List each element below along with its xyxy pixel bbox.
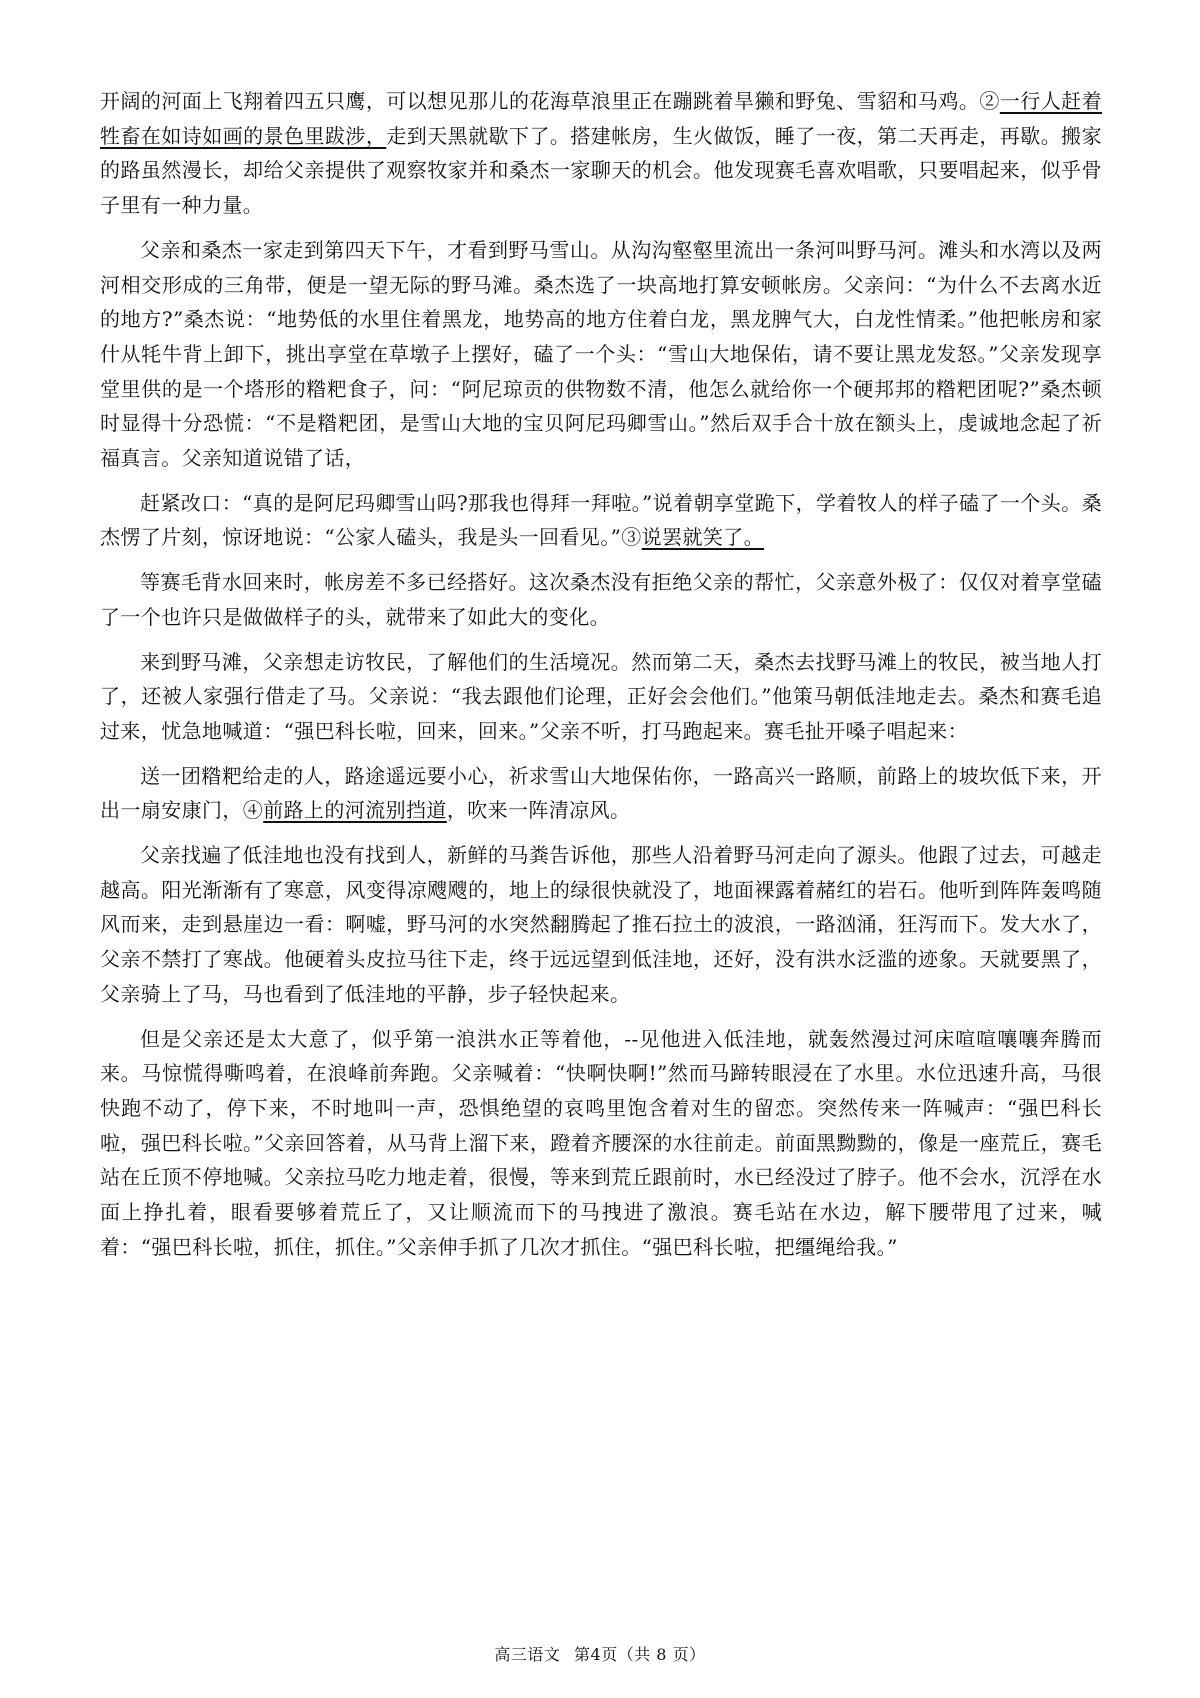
paragraph xyxy=(100,645,1102,749)
text-segment: 父亲找遍了低洼地也没有找到人，新鲜的马粪告诉他，那些人沿着野马河走向了源头。他跟了过去，可越走越高。阳光渐渐有了寒意，风变得凉飕飕的，地上的绿很快就没了，地面裸露着赭红的岩石。他听到阵阵轰鸣随风而来，走到悬崖边一看：啊嘘，野马河的水突然翻腾起了推石拉土的波浪，一路汹涌，狂泻而下。发大水了，父亲不禁打了寒战。他硬着头皮拉马往下走，终于远远望到低洼地，还好，没有洪水泛滥的迹象。天就要黑了，父亲骑上了马，马也看到了低洼地的平静，步子轻快起来。 xyxy=(100,843,1102,1006)
paragraph xyxy=(100,84,1102,223)
body-text xyxy=(100,84,1102,1275)
text-segment: ，吹来一阵清凉风。 xyxy=(446,798,631,823)
paragraph xyxy=(100,759,1102,828)
text-segment: 父亲和桑杰一家走到第四天下午，才看到野马雪山。从沟沟壑壑里流出一条河叫野马河。滩头和水湾以及两河相交形成的三角带，便是一望无际的野马滩。桑杰选了一块高地打算安顿帐房。父亲问：“为什么不去离水近的地方?”桑杰说：“地势低的水里住着黑龙，地势高的地方住着白龙，黑龙脾气大，白龙性情柔。”他把帐房和家什从牦牛背上卸下，挑出享堂在草墩子上摆好，磕了一个头：“雪山大地保佑，请不要让黑龙发怒。”父亲发现享堂里供的是一个塔形的糌粑食子，问：“阿尼琼贡的供物数不清，他怎么就给你一个硬邦邦的糌粑团呢?”桑杰顿时显得十分恐慌：“不是糌粑团，是雪山大地的宝贝阿尼玛卿雪山。”然后双手合十放在额头上，虔诚地念起了祈福真言。父亲知道说错了话， xyxy=(100,237,1102,471)
paragraph xyxy=(100,486,1102,555)
text-segment: 送一团糌粑给走的人，路途遥远要小心，祈求雪山大地保佑你，一路高兴一路顺，前路上的坡坎低下来，开出一扇安康门，④ xyxy=(100,763,1102,823)
paragraph xyxy=(100,565,1102,634)
footer-page-number: 第4页（共 8 页） xyxy=(574,1645,706,1664)
paragraph xyxy=(100,838,1102,1012)
underlined-text: 一行人赶着牲畜在如诗如画的景色里跋涉， xyxy=(100,89,1102,148)
text-segment: 等赛毛背水回来时，帐房差不多已经搭好。这次桑杰没有拒绝父亲的帮忙，父亲意外极了：仅仅对着享堂磕了一个也许只是做做样子的头，就带来了如此大的变化。 xyxy=(100,570,1102,629)
text-segment: 来到野马滩，父亲想走访牧民，了解他们的生活境况。然而第二天，桑杰去找野马滩上的牧民，被当地人打了，还被人家强行借走了马。父亲说：“我去跟他们论理，正好会会他们。”他策马朝低洼地走去。桑杰和赛毛追过来，忧急地喊道：“强巴科长啦，回来，回来。”父亲不听，打马跑起来。赛毛扯开嗓子唱起来： xyxy=(100,649,1102,743)
underlined-text: 说罢就笑了。 xyxy=(641,525,765,550)
paragraph xyxy=(100,1022,1102,1265)
footer-subject: 高三语文 xyxy=(494,1645,561,1664)
text-segment: 赶紧改口：“真的是阿尼玛卿雪山吗?那我也得拜一拜啦。”说着朝享堂跪下，学着牧人的样子磕了一个头。桑杰愣了片刻，惊讶地说：“公家人磕头，我是头一回看见。”③ xyxy=(100,490,1102,550)
text-segment: 开阔的河面上飞翔着四五只鹰，可以想见那儿的花海草浪里正在蹦跳着旱獭和野兔、雪貂和马鸡。② xyxy=(100,89,1000,113)
text-segment: 但是父亲还是太大意了，似乎第一浪洪水正等着他，--见他进入低洼地，就轰然漫过河床喧喧嚷嚷奔腾而来。马惊慌得嘶鸣着，在浪峰前奔跑。父亲喊着：“快啊快啊!”然而马蹄转眼浸在了水里。水位迅速升高，马很快跑不动了，停下来，不时地叫一声，恐惧绝望的哀鸣里饱含着对生的留恋。突然传来一阵喊声：“强巴科长啦，强巴科长啦。”父亲回答着，从马背上溜下来，蹬着齐腰深的水往前走。前面黑黝黝的，像是一座荒丘，赛毛站在丘顶不停地喊。父亲拉马吃力地走着，很慢，等来到荒丘跟前时，水已经没过了脖子。他不会水，沉浮在水面上挣扎着，眼看要够着荒丘了，又让顺流而下的马拽进了激浪。赛毛站在水边，解下腰带甩了过来，喊着：“强巴科长啦，抓住，抓住。”父亲伸手抓了几次才抓住。“强巴科长啦，把缰绳给我。” xyxy=(100,1026,1102,1259)
text-segment: 走到天黑就歇下了。搭建帐房，生火做饭，睡了一夜，第二天再走，再歇。搬家的路虽然漫长，却给父亲提供了观察牧家并和桑杰一家聊天的机会。他发现赛毛喜欢唱歌，只要唱起来，似乎骨子里有一种力量。 xyxy=(100,123,1103,218)
underlined-text: 前路上的河流别挡道 xyxy=(263,798,447,823)
paragraph xyxy=(100,233,1102,476)
page-footer xyxy=(0,1642,1200,1665)
